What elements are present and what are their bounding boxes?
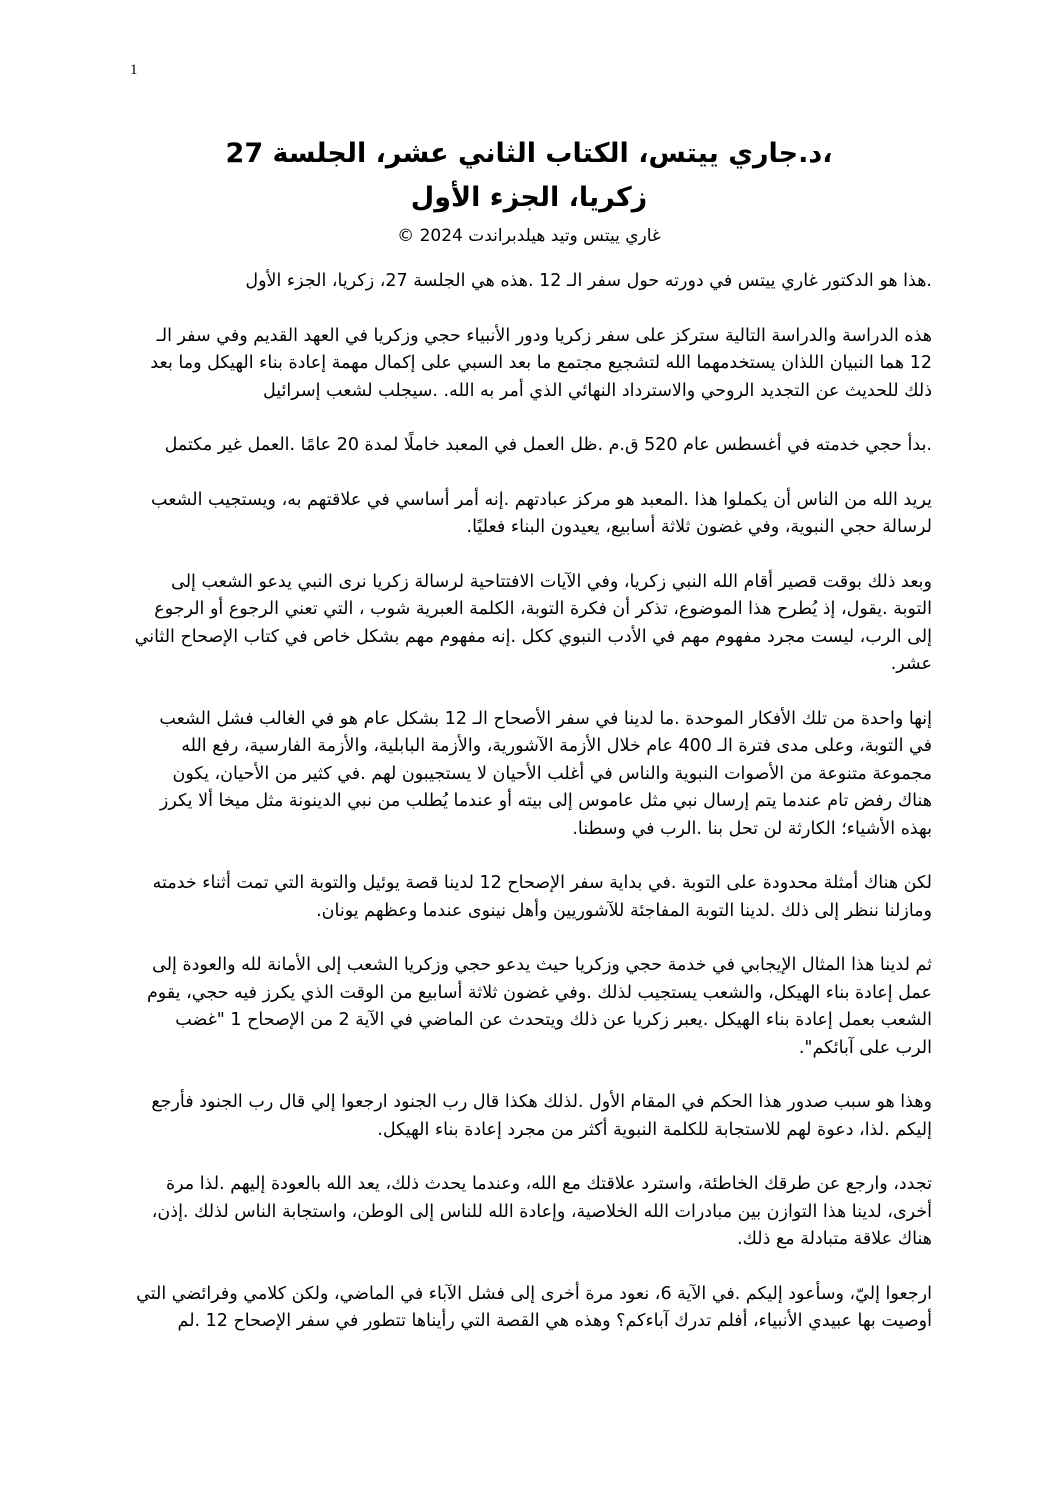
paragraph: ارجعوا إليّ، وسأعود إليكم .في الآية 6، نعود مرة أخرى إلى فشل الآباء في الماضي، ولكن كلامي وفرائضي التي أوصيت بها عبيدي الأنبياء، أفلم تدرك آباءكم؟ وهذه هي القصة التي رأيناها تتطور في سفر الإصحاح 12 .لم	[136, 1283, 932, 1331]
paragraph: هذه الدراسة والدراسة التالية ستركز على سفر زكريا ودور الأنبياء حجي وزكريا في العهد القديم وفي سفر الـ 12 هما النبيان اللذان يستخدمهما الله لتشجيع مجتمع ما بعد السبي على إكمال مهمة إعادة بناء الهيكل وما بعد ذلك للحديث عن التجديد الروحي والاسترداد النهائي الذي أمر به الله. .سيجلب لشعب إسرائيل	[150, 325, 932, 401]
paragraph: .بدأ حجي خدمته في أغسطس عام 520 ق.م .ظل العمل في المعبد خاملًا لمدة 20 عامًا .العمل غير مكتمل	[164, 435, 932, 455]
page-number: 1	[130, 62, 138, 78]
paragraph: إنها واحدة من تلك الأفكار الموحدة .ما لدينا في سفر الأصحاح الـ 12 بشكل عام هو في الغالب فشل الشعب في التوبة، وعلى مدى فترة الـ 400 عام خلال الأزمة الآشورية، والأزمة البابلية، والأزمة الفارسية، رفع الله مجموعة متنوعة من الأصوات النبوية والناس في أغلب الأحيان لا يستجيبون لهم .في كثير من الأحيان، يكون هناك رفض تام عندما يتم إرسال نبي مثل عاموس إلى بيته أو عندما يُطلب من نبي الدينونة مثل ميخا ألا يكرز بهذه الأشياء؛ الكارثة لن تحل بنا .الرب في وسطنا.	[159, 708, 932, 839]
page-subtitle: زكريا، الجزء الأول	[410, 182, 648, 213]
paragraph: وهذا هو سبب صدور هذا الحكم في المقام الأول .لذلك هكذا قال رب الجنود ارجعوا إلي قال رب الجنود فأرجع إليكم .لذا، دعوة لهم للاستجابة للكلمة النبوية أكثر من مجرد إعادة بناء الهيكل.	[151, 1092, 932, 1140]
paragraph: .هذا هو الدكتور غاري ييتس في دورته حول سفر الـ 12 .هذه هي الجلسة 27، زكريا، الجزء الأول	[245, 271, 932, 291]
document-body	[134, 268, 932, 1363]
copyright-line: غاري ييتس وتيد هيلدبراندت 2024 ©	[397, 226, 661, 246]
paragraph: وبعد ذلك بوقت قصير أقام الله النبي زكريا، وفي الآيات الافتتاحية لرسالة زكريا نرى النبي يدعو الشعب إلى التوبة .يقول، إذ يُطرح هذا الموضوع، تذكر أن فكرة التوبة، الكلمة العبرية شوب ، التي تعني الرجوع أو الرجوع إلى الرب، ليست مجرد مفهوم مهم في الأدب النبوي ككل .إنه مفهوم مهم بشكل خاص في كتاب الإصحاح الثاني عشر.	[134, 571, 932, 674]
paragraph: ثم لدينا هذا المثال الإيجابي في خدمة حجي وزكريا حيث يدعو حجي وزكريا الشعب إلى الأمانة لله والعودة إلى عمل إعادة بناء الهيكل، والشعب يستجيب لذلك .وفي غضون ثلاثة أسابيع من الوقت الذي يكرز فيه حجي، يقوم الشعب بعمل إعادة بناء الهيكل .يعبر زكريا عن ذلك ويتحدث عن الماضي في الآية 2 من الإصحاح 1 "غضب الرب على آبائكم".	[146, 955, 932, 1058]
paragraph: يريد الله من الناس أن يكملوا هذا .المعبد هو مركز عبادتهم .إنه أمر أساسي في علاقتهم به، ويستجيب الشعب لرسالة حجي النبوية، وفي غضون ثلاثة أسابيع، يعيدون البناء فعليًا.	[151, 489, 932, 537]
paragraph: تجدد، وارجع عن طرقك الخاطئة، واسترد علاقتك مع الله، وعندما يحدث ذلك، يعد الله بالعودة إليهم .لذا مرة أخرى، لدينا هذا التوازن بين مبادرات الله الخلاصية، وإعادة الله للناس إلى الوطن، واستجابة الناس لذلك .إذن، هناك علاقة متبادلة مع ذلك.	[151, 1174, 932, 1249]
page-title: ،د.جاري ييتس، الكتاب الثاني عشر، الجلسة 27	[225, 138, 833, 169]
title-block	[160, 132, 898, 250]
paragraph: لكن هناك أمثلة محدودة على التوبة .في بداية سفر الإصحاح 12 لدينا قصة يوئيل والتوبة التي تمت أثناء خدمته ومازلنا ننظر إلى ذلك .لدينا التوبة المفاجئة للآشوريين وأهل نينوى عندما وعظهم يونان.	[152, 873, 932, 921]
